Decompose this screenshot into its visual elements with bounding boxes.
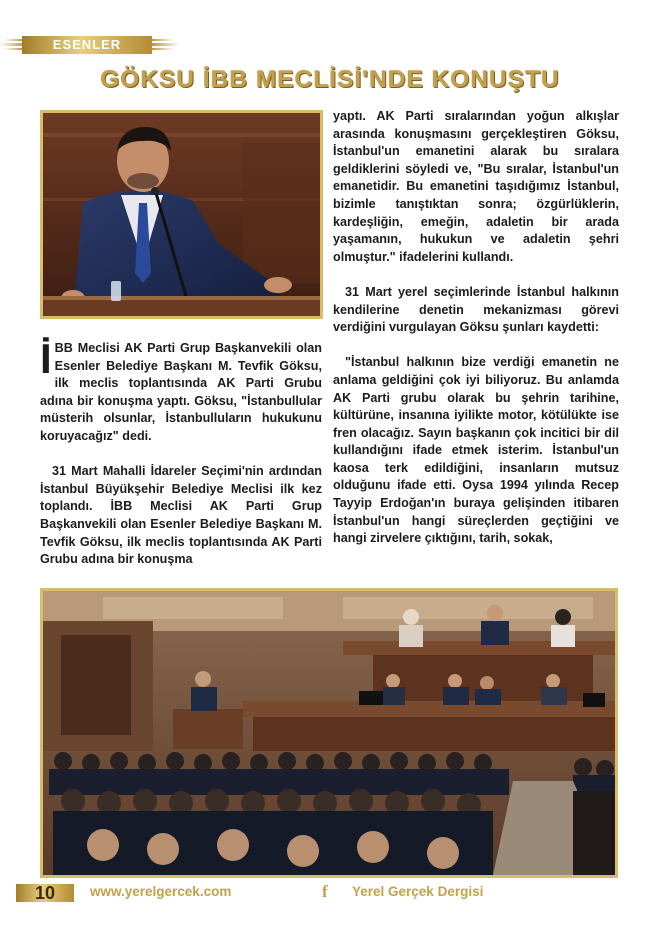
ribbon-ornament-right — [150, 48, 174, 50]
facebook-icon[interactable]: f — [322, 882, 328, 901]
speaker-photo — [40, 110, 323, 319]
ribbon-ornament-left — [4, 48, 24, 50]
article-paragraph: 31 Mart yerel seçimlerinde İstanbul halkının kendilerine denetin mekanizması görevi verdiğini vurgulayan Göksu şunları kaydetti: — [333, 284, 619, 335]
ribbon-ornament-left — [4, 39, 24, 41]
article-paragraph: yaptı. AK Parti sıralarından yoğun alkışlar arasında konuşmasını gerçekleştiren Göksu, İstanbul'un emanetini alarak bu sıralara geldiklerini söyledi ve, "Bu sıralar, İstanbul'un emanetidir. Bu emanetini taşıdığımız İstanbul, bizimle tanıştıktan sonra; özgürlüklerin, kardeşliğin, emeğin, adaletin bir arada yaşamanın, hukukun ve adaletin şehri olmuştur." ifadelerini kullandı. — [333, 109, 619, 264]
ribbon-ornament-right — [150, 43, 180, 46]
article-paragraph: 31 Mart Mahalli İdareler Seçimi'nin ardından İstanbul Büyükşehir Belediye Meclisi ilk kez toplandı. İBB Meclisi AK Parti Grup Başkanvekili olan Esenler Belediye Başkanı M. Tevfik Göksu, ilk meclis toplantısında AK Parti Grubu adına bir konuşma — [40, 464, 322, 567]
council-chamber-photo — [40, 588, 618, 878]
website-link[interactable]: www.yerelgercek.com — [90, 884, 232, 899]
drop-cap: İ — [40, 335, 52, 382]
article-headline: GÖKSU İBB MECLİSİ'NDE KONUŞTU — [100, 66, 560, 93]
article-column-right — [333, 108, 619, 565]
magazine-name: Yerel Gerçek Dergisi — [352, 884, 484, 899]
ribbon-ornament-right — [150, 39, 174, 41]
section-ribbon — [0, 34, 185, 56]
section-label: ESENLER — [52, 37, 122, 52]
article-paragraph — [40, 335, 322, 446]
paragraph-text: BB Meclisi AK Parti Grup Başkanvekili olan Esenler Belediye Başkanı M. Tevfik Göksu, ilk meclis toplantısında AK Parti Grubu adına bir konuşma yaptı. Göksu, "İstanbullular müsterih olsunlar, İstanbulluların hukukunu koruyacağız" dedi. — [40, 341, 322, 443]
article-column-left — [40, 335, 322, 586]
article-paragraph: "İstanbul halkının bize verdiği emanetin ne anlama geldiğini çok iyi biliyoruz. Bu anlamda AK Parti grubu olarak bu şehrin tarihine, kültürüne, insanına iyilikte motor, kötülükte ise fren olacağız. Sayın başkanın çok incitici bir dil kullandığını ifade etmek isterim. İstanbul'un kaosa terk edildiğini, insanların mutsuz olduğunu ifade etti. Oysa 1994 yılında Recep Tayyip Erdoğan'ın buraya gelişinden itibaren İstanbul'un hangi süreçlerden geçtiğini ve hangi zirvelere çıktığını, tarih, sokak, — [333, 355, 619, 546]
page-footer — [0, 880, 660, 906]
page-number: 10 — [34, 883, 56, 903]
speaker-photo-illustration — [43, 113, 320, 316]
council-chamber-illustration — [43, 591, 615, 875]
